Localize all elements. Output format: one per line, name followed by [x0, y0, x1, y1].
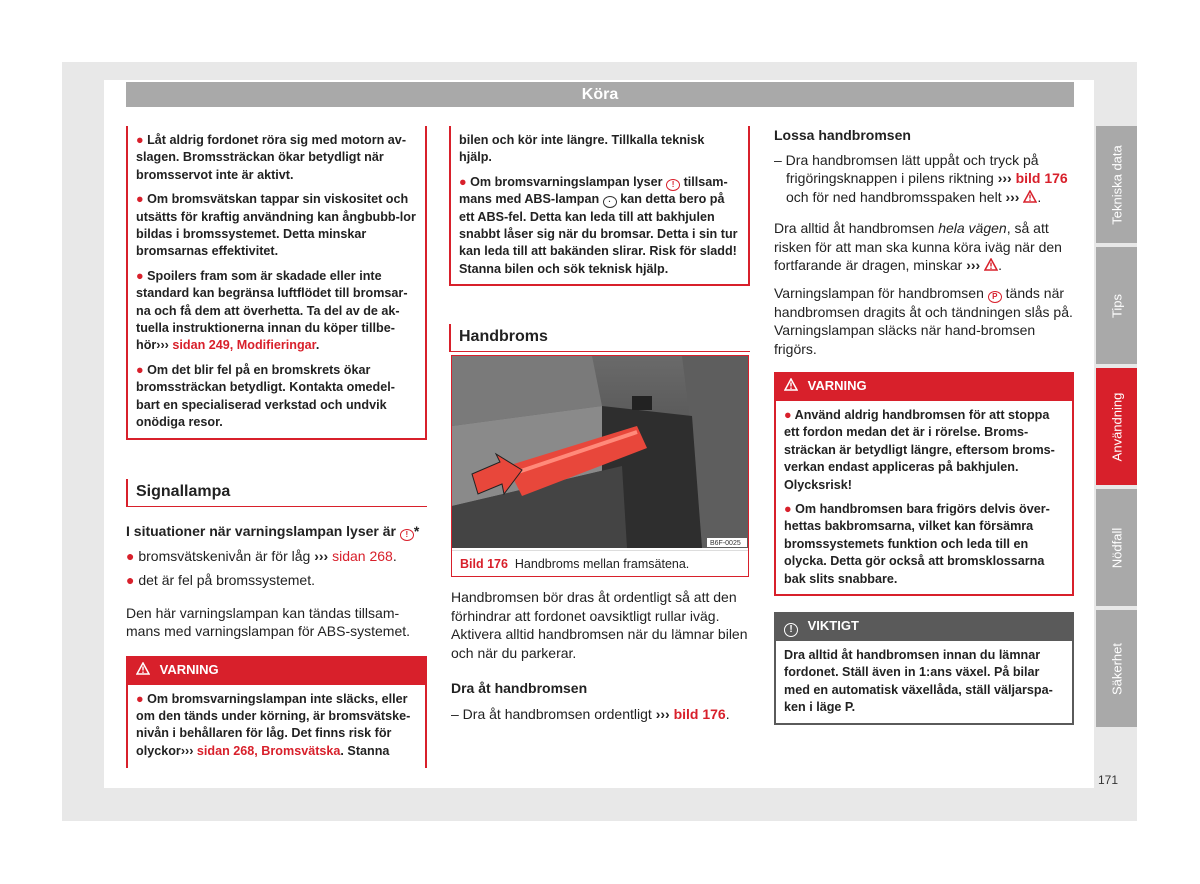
tab-tekniska-data[interactable]: Tekniska data	[1096, 126, 1137, 243]
link-modifieringar[interactable]: sidan 249, Modifieringar	[172, 338, 316, 353]
important-box: Dra alltid åt handbromsen innan du lämnar fordonet. Ställ även in 1:ans växel. På bilar med en automatisk växellåda, ställ väljarspa-ken i läge P.	[774, 639, 1074, 725]
warning-header: VARNING	[774, 372, 1074, 399]
warning-box-continued: bilen och kör inte längre. Tillkalla teknisk hjälp. ● Om bromsvarningslampan lyser ! tillsam-mans med ABS-lampan · kan detta bero på ett ABS-fel. Detta kan leda till att bakhjulen snabbt låser sig när du bromsar. Detta i sin tur kan leda till att bakänden slirar. Risk för sladd! Stanna bilen och sök teknisk hjälp.	[449, 126, 750, 286]
step: – Dra handbromsen lätt uppåt och tryck på frigöringsknappen i pilens riktning ››› bild 176 och för ned handbromsspaken helt ››› .	[774, 151, 1068, 205]
figure-code: B6F-0025	[710, 540, 741, 547]
section-title-signallampa: Signallampa	[126, 479, 427, 507]
list-item: ● Om det blir fel på en bromskrets ökar bromssträckan betydligt. Kontakta omedel-bart en specialiserad verkstad och undvik onödiga resor.	[136, 362, 395, 430]
sub-heading: Lossa handbromsen	[774, 127, 911, 143]
list-item: ● Spoilers fram som är skadade eller inte standard kan begränsa luftflödet till bromsar-na och få dem att överhetta. Ta del av de ak-tuella instruktionerna innan du köper tillbe-hör››› sidan 249, Modifieringar.	[136, 268, 408, 353]
column-2-lower	[451, 588, 751, 723]
warning-box: ● Om bromsvarningslampan inte släcks, eller om den tänds under körning, är bromsvätske-nivån i behållaren för låg. Det finns risk för olyckor››› sidan 268, Bromsvätska. Stanna	[126, 683, 427, 769]
column-2	[449, 126, 750, 352]
section-title-handbroms: Handbroms	[449, 324, 750, 352]
link-bromsvatska[interactable]: sidan 268, Bromsvätska	[196, 743, 341, 758]
list-item: ● Om handbromsen bara frigörs delvis över-hettas bakbromsarna, vilket kan försämra bromssystemets funktion och leda till en olycka. Detta gör också att bromsklossarna bak slits snabbare.	[784, 502, 1050, 586]
chapter-header: Köra	[126, 82, 1074, 107]
warning-triangle-icon	[136, 662, 150, 675]
paragraph: Den här varningslampan kan tändas tillsam-mans med varningslampan för ABS-systemet.	[126, 604, 411, 639]
warning-box	[774, 399, 1074, 596]
figure-176	[451, 355, 749, 577]
sub-heading: Dra åt handbromsen	[451, 680, 588, 696]
list-item: ● Om bromsvätskan tappar sin viskositet och utsätts för kraftig användning kan ångbubb-lor bildas i bromssystemet. Detta minskar bromsarnas effektivitet.	[136, 192, 416, 259]
paragraph: Handbromsen bör dras åt ordentligt så att den förhindrar att fordonet oavsiktligt rullar iväg. Aktivera alltid handbromsen när du lämnar bilen och när du parkerar.	[451, 589, 748, 661]
page-number: 171	[1098, 773, 1119, 787]
link-sidan-268[interactable]: sidan 268	[332, 547, 393, 564]
warning-triangle-icon	[984, 258, 998, 271]
brake-warning-icon: !	[666, 179, 680, 191]
column-3	[774, 126, 1074, 725]
link-bild-176[interactable]: bild 176	[673, 705, 726, 722]
tab-anvandning[interactable]: Användning	[1096, 368, 1137, 485]
figure-caption: Bild 176 Handbroms mellan framsätena.	[452, 550, 748, 576]
tab-tips[interactable]: Tips	[1096, 247, 1137, 364]
sub-heading: I situationer när varningslampan lyser är ! *	[126, 522, 420, 539]
warning-triangle-icon	[1023, 190, 1037, 203]
handbrake-photo	[452, 356, 748, 548]
paragraph: Dra alltid åt handbromsen hela vägen, så att risken för att man ska kunna köra iväg när den fortfarande är dragen, minskar ››› .	[774, 220, 1062, 273]
list-item: ● Låt aldrig fordonet röra sig med motorn av-slagen. Bromssträckan ökar betydligt när bromsservot inte är aktivt.	[136, 133, 407, 182]
parking-brake-icon: P	[988, 291, 1002, 303]
list-item: ● bromsvätskenivån är för låg ››› sidan 268.	[126, 547, 397, 564]
paragraph: Varningslampan för handbromsen P tänds när handbromsen dragits åt och tändningen slås på. Varningslampan släcks när hand-bromsen frigörs.	[774, 284, 1073, 357]
warning-triangle-icon	[784, 378, 798, 391]
tab-sakerhet[interactable]: Säkerhet	[1096, 610, 1137, 727]
list-item: ● det är fel på bromssystemet.	[126, 572, 315, 588]
list-item: ● Använd aldrig handbromsen för att stoppa ett fordon medan det är i rörelse. Broms-sträckan är betydligt längre, eftersom broms-verkan endast appliceras på bakhjulen. Olycksrisk!	[784, 408, 1055, 492]
info-circle-icon: !	[784, 623, 798, 637]
brake-warning-icon: !	[400, 529, 414, 541]
warning-header: VARNING	[126, 656, 427, 683]
column-1	[126, 126, 427, 768]
important-header: ! VIKTIGT	[774, 612, 1074, 639]
warning-box-continued	[126, 126, 427, 440]
abs-icon: ·	[603, 196, 617, 208]
tab-nodfall[interactable]: Nödfall	[1096, 489, 1137, 606]
step: – Dra åt handbromsen ordentligt ››› bild 176.	[451, 705, 730, 722]
link-bild-176[interactable]: bild 176	[1015, 170, 1068, 186]
